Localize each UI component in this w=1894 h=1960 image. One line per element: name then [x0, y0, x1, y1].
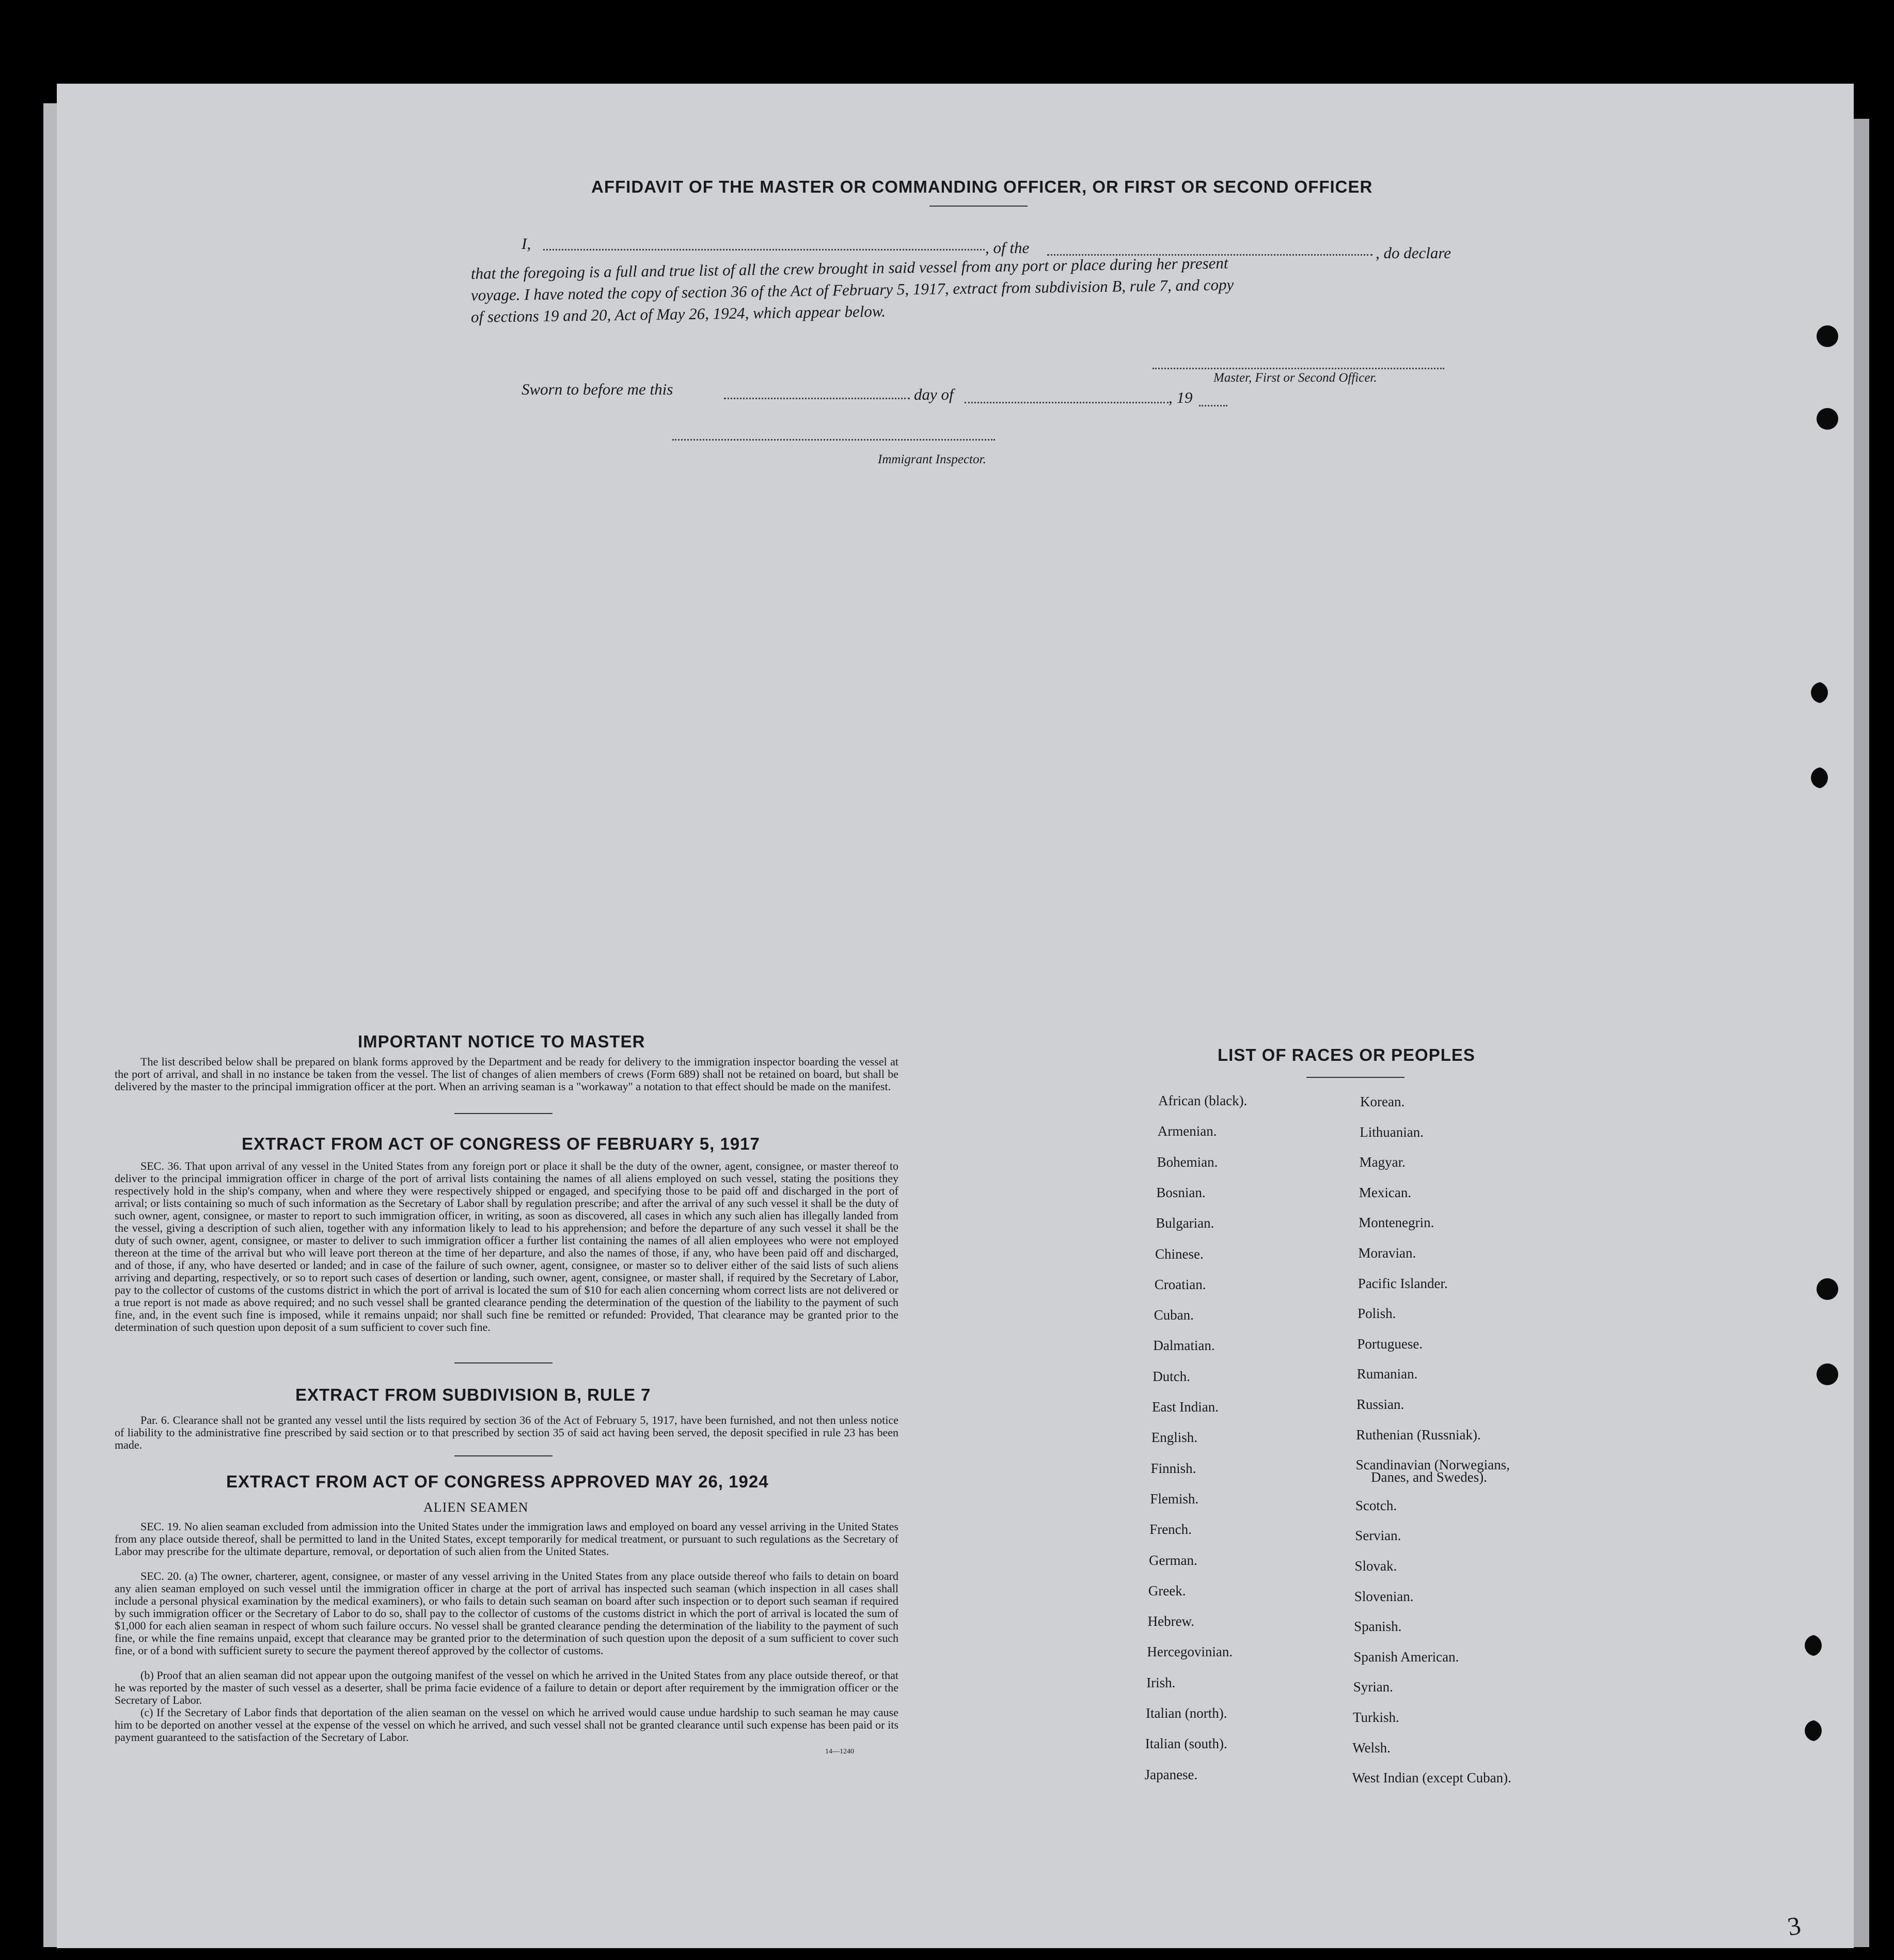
race-item: Chinese. [1155, 1246, 1204, 1262]
race-item: Bohemian. [1157, 1154, 1218, 1170]
inspector-signature-line[interactable] [672, 439, 995, 441]
race-item: Italian (south). [1145, 1736, 1227, 1752]
sworn-text: Sworn to before me this [522, 380, 673, 398]
notice-body: The list described below shall be prepared on blank forms approved by the Department and be ready for delivery to the immigration inspector boarding the vessel at the port of arrival, and shall in no instance be taken from the vessel. The list of changes of alien members of crews (Form 689) shall not be retained on board, but shall be delivered by the master to the principal immigration officer at the port. When an arriving seaman is a "workaway" a notation to that effect should be made on the manifest. [115, 1055, 898, 1093]
race-item: Polish. [1358, 1306, 1396, 1322]
affidavit-title-rule [929, 206, 1028, 207]
race-item: German. [1149, 1552, 1197, 1568]
binder-hole [1817, 325, 1838, 347]
binder-hole [1800, 1720, 1822, 1742]
inspector-signature-label: Immigrant Inspector. [878, 452, 986, 466]
sworn-year-field[interactable] [1199, 405, 1227, 406]
binder-hole [1817, 1278, 1838, 1300]
extract-1924-title: EXTRACT FROM ACT OF CONGRESS APPROVED MAY 26, 1924 [226, 1472, 769, 1491]
extract-1924-subtitle: ALIEN SEAMEN [423, 1500, 529, 1515]
sworn-year-prefix: , 19 [1169, 388, 1193, 406]
race-item: Bosnian. [1156, 1184, 1206, 1200]
binder-hole [1817, 408, 1838, 430]
race-item: English. [1151, 1430, 1198, 1446]
race-item: African (black). [1158, 1093, 1248, 1108]
race-item: Spanish American. [1353, 1649, 1459, 1665]
race-item: Rumanian. [1356, 1366, 1418, 1382]
affidavit-line2: that the foregoing is a full and true list of all the crew brought in said vessel from any port or place during her present [470, 254, 1228, 283]
notice-rule [454, 1113, 553, 1114]
extract-1917-rule [454, 1362, 553, 1363]
extract-1924-sec20b: (b) Proof that an alien seaman did not appear upon the outgoing manifest of the vessel on which he arrived in the United States from any place outside thereof, or that he was reported by the master of such vessel as a deserter, shall be prima facie evidence of a failure to detain or deport after requirement by the immigration officer or the Secretary of Labor. [115, 1669, 898, 1706]
race-item: Irish. [1146, 1674, 1176, 1690]
form-number: 14—1240 [825, 1748, 854, 1755]
race-item: Armenian. [1157, 1123, 1217, 1139]
race-item: Mexican. [1359, 1184, 1412, 1200]
race-item: Hercegovinian. [1147, 1644, 1233, 1660]
race-item: Turkish. [1353, 1710, 1399, 1725]
race-item: Hebrew. [1147, 1613, 1195, 1629]
race-item: Pacific Islander. [1358, 1275, 1448, 1291]
race-item: Slovenian. [1354, 1588, 1414, 1604]
master-signature-line[interactable] [1153, 368, 1444, 369]
extract-1924-sec20c: (c) If the Secretary of Labor finds that deportation of the alien seaman on the vessel on which he arrived would cause undue hardship to such seaman he may cause him to be deported on another vessel at the expense of the vessel on which he arrived, and such vessel shall not be granted clearance until such expense has been paid or its payment guaranteed to the satisfaction of the Secretary of Labor. [115, 1706, 898, 1744]
race-item: Portuguese. [1357, 1336, 1423, 1352]
race-item: Cuban. [1154, 1307, 1194, 1323]
extract-1924-sec19: SEC. 19. No alien seaman excluded from admission into the United States under the immigration laws and employed on board any vessel arriving in the United States from any place outside thereof, shall be permitted to land in the United States, except temporarily for medical treatment, or pursuant to such regulations as the Secretary of Labor may prescribe for the ultimate departure, removal, or deportation of such alien from the United States. [115, 1520, 898, 1558]
race-item: Scotch. [1355, 1497, 1397, 1513]
race-item: Italian (north). [1146, 1705, 1227, 1721]
race-item: Flemish. [1150, 1491, 1199, 1507]
extract-1924-sec20a: SEC. 20. (a) The owner, charterer, agent, consignee, or master of any vessel arriving in the United States from any place outside thereof who fails to detain on board any alien seaman employed on such vessel until the immigration officer in charge at the port of arrival has inspected such seaman (which inspection in all cases shall include a personal physical examination by the medical examiners), or who fails to detain such seaman on board after such inspection or to deport such seaman if required by such immigration officer or the Secretary of Labor to do so, shall pay to the collector of customs of the customs district in which the port of arrival is located the sum of $1,000 for each alien seaman in respect of whom such failure occurs. No vessel shall be granted clearance pending the determination of the liability to the payment of such fine, or while the fine remains unpaid, except that clearance may be granted prior to the determination of such question upon the deposit of a sum sufficient to cover such fine, or of a bond with sufficient surety to secure the payment thereof approved by the collector of customs. [115, 1570, 898, 1657]
master-signature-label: Master, First or Second Officer. [1213, 371, 1377, 385]
race-item: Lithuanian. [1360, 1124, 1424, 1140]
affidavit-line1-mid: , of the [985, 239, 1030, 257]
race-item: Finnish. [1150, 1460, 1196, 1476]
race-item: Montenegrin. [1359, 1215, 1434, 1231]
race-item: Dutch. [1153, 1368, 1190, 1384]
race-item: Greek. [1148, 1582, 1186, 1598]
name-field[interactable] [543, 249, 985, 250]
race-item: Russian. [1356, 1397, 1404, 1412]
race-item: Korean. [1360, 1094, 1405, 1109]
race-item: Japanese. [1144, 1766, 1198, 1782]
binder-hole [1806, 682, 1828, 703]
races-title-rule [1306, 1077, 1404, 1078]
paper-left-edge [43, 103, 58, 1947]
races-title: LIST OF RACES OR PEOPLES [1218, 1045, 1475, 1064]
binder-hole [1800, 1635, 1822, 1656]
extract-rule7-rule [454, 1455, 553, 1456]
affidavit-line3: voyage. I have noted the copy of section 36 of the Act of February 5, 1917, extract from subdivision B, rule 7, and copy [470, 275, 1234, 304]
race-item: French. [1149, 1522, 1192, 1538]
affidavit-title: AFFIDAVIT OF THE MASTER OR COMMANDING OFFICER, OR FIRST OR SECOND OFFICER [591, 177, 1373, 196]
race-item: Croatian. [1154, 1276, 1206, 1292]
race-item: Syrian. [1353, 1679, 1393, 1695]
race-item: Slovak. [1354, 1558, 1397, 1574]
binder-hole [1817, 1363, 1838, 1385]
sworn-day-field[interactable] [724, 398, 910, 399]
race-item: West Indian (except Cuban). [1352, 1770, 1511, 1786]
affidavit-line1-start: I, [522, 234, 531, 253]
race-item: Magyar. [1359, 1154, 1406, 1170]
sworn-day-of: day of [914, 385, 954, 403]
race-item: Moravian. [1358, 1245, 1416, 1261]
race-item: East Indian. [1152, 1399, 1219, 1415]
affidavit-line1-end: , do declare [1376, 244, 1451, 262]
race-item: Spanish. [1354, 1619, 1402, 1635]
sheet-mark: 3 [1785, 1910, 1803, 1941]
race-item: Servian. [1355, 1528, 1401, 1544]
extract-rule7-title: EXTRACT FROM SUBDIVISION B, RULE 7 [295, 1385, 651, 1404]
extract-1917-title: EXTRACT FROM ACT OF CONGRESS OF FEBRUARY 5, 1917 [242, 1134, 760, 1153]
extract-rule7-body: Par. 6. Clearance shall not be granted any vessel until the lists required by section 36 of the Act of February 5, 1917, have been furnished, and not then unless notice of liability to the administrative fine prescribed by said section or to that prescribed by section 35 of said act having been served, the deposit specified in rule 23 has been made. [115, 1414, 898, 1451]
race-item: Danes, and Swedes). [1371, 1469, 1487, 1485]
sworn-month-field[interactable] [965, 402, 1169, 403]
race-item: Welsh. [1352, 1739, 1391, 1755]
race-item: Dalmatian. [1153, 1338, 1215, 1354]
race-item: Bulgarian. [1156, 1215, 1214, 1231]
race-item: Ruthenian (Russniak). [1356, 1426, 1481, 1442]
race-item: Scandinavian (Norwegians, [1355, 1457, 1510, 1473]
notice-title: IMPORTANT NOTICE TO MASTER [358, 1032, 645, 1051]
extract-1917-body: SEC. 36. That upon arrival of any vessel in the United States from any foreign port or place it shall be the duty of the owner, agent, consignee, or master thereof to deliver to the principal immigration officer in charge of the port of arrival lists containing the names of all aliens employed on such vessel, stating the positions they respectively hold in the ship's company, when and where they were respectively shipped or engaged, and specifying those to be paid off and discharged in the port of arrival; or lists containing so much of such information as the Secretary of Labor shall by regulation prescribe; and after the arrival of any such vessel it shall be the duty of such owner, agent, consignee, or master to report to such immigration officer, in writing, as soon as discovered, all cases in which any such alien has illegally landed from the vessel, giving a description of such alien, together with any information likely to lead to his apprehension; and before the departure of any such vessel it shall be the duty of such owner, agent, consignee, or master to deliver to such immigration officer a further list containing the names of all alien employees who were not employed thereon at the time of the arrival but who will leave port thereon at the time of her departure, and also the names of those, if any, who have been paid off and discharged, and of those, if any, who have deserted or landed; and in case of the failure of such owner, agent, consignee, or master so to deliver either of the said lists of such aliens arriving and departing, respectively, or so to report such cases of desertion or landing, such owner, agent, consignee, or master shall, if required by the Secretary of Labor, pay to the collector of customs of the customs district in which the port of arrival is located the sum of $10 for each alien concerning whom correct lists are not delivered or a true report is not made as above required; and no such vessel shall be granted clearance pending the determination of the question of the liability to the payment of such fine, and, in the event such fine is imposed, while it remains unpaid; nor shall such fine be remitted or refunded: Provided, That clearance may be granted prior to the determination of such question upon deposit of a sum sufficient to cover such fine. [115, 1159, 898, 1334]
binder-hole [1806, 767, 1828, 789]
affidavit-line4: of sections 19 and 20, Act of May 26, 1924, which appear below. [470, 302, 886, 326]
